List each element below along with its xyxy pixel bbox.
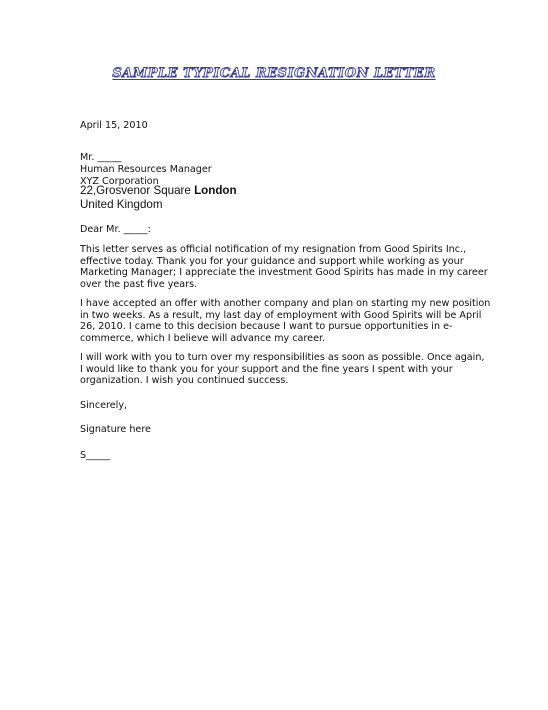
recipient-address-line — [80, 185, 237, 197]
signature-line: S_____ — [80, 450, 111, 461]
signature-placeholder: Signature here — [80, 424, 151, 435]
paragraph-line: I will work with you to turn over my responsibilities as soon as possible. Once again, — [80, 352, 485, 363]
recipient-street: 22,Grosvenor Square — [80, 184, 195, 197]
paragraph-line: effective today. Thank you for your guidance and support while working as your — [80, 255, 464, 267]
paragraph-line: This letter serves as official notification of my resignation from Good Spirits Inc., — [80, 244, 467, 255]
paragraph-line: organization. I wish you continued success. — [80, 375, 289, 387]
paragraph-line: Marketing Manager; I appreciate the investment Good Spirits has made in my career — [80, 267, 488, 279]
paragraph-line: over the past five years. — [80, 278, 198, 290]
paragraph-line: commerce, which I believe will advance my career. — [80, 332, 326, 344]
paragraph-line: in two weeks. As a result, my last day of employment with Good Spirits will be April — [80, 309, 482, 321]
letter-title: SAMPLE TYPICAL RESIGNATION LETTER — [112, 66, 436, 81]
paragraph-line: 26, 2010. I came to this decision because I want to pursue opportunities in e- — [80, 321, 453, 333]
recipient-city: London — [194, 184, 237, 197]
paragraph-3 — [80, 352, 500, 387]
recipient-position: Human Resources Manager — [80, 164, 212, 175]
closing: Sincerely, — [80, 400, 128, 411]
paragraph-2 — [80, 298, 500, 344]
paragraph-line: I would like to thank you for your support and the fine years I spent with your — [80, 363, 453, 375]
letter-date: April 15, 2010 — [80, 120, 148, 131]
paragraph-1 — [80, 244, 500, 290]
greeting: Dear Mr. _____: — [80, 224, 151, 235]
paragraph-line: I have accepted an offer with another company and plan on starting my new position — [80, 298, 491, 309]
recipient-company: XYZ Corporation — [80, 176, 159, 187]
recipient-country: United Kingdom — [80, 198, 163, 211]
recipient-name: Mr. _____ — [80, 152, 122, 163]
